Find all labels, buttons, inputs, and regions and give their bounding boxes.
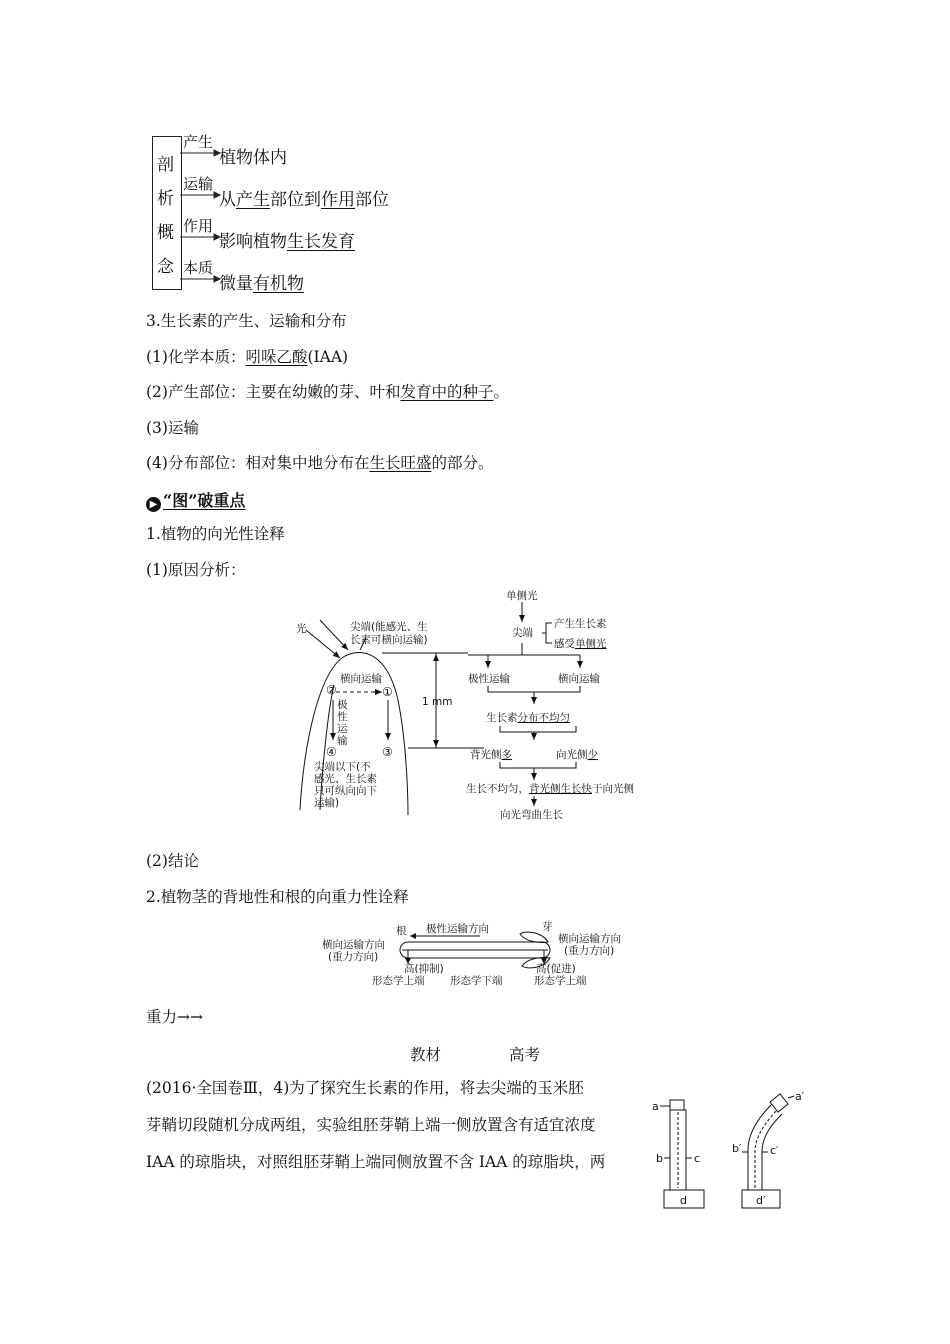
concept-row-text: 植物体内 bbox=[219, 148, 287, 168]
fig3-c: c bbox=[694, 1152, 701, 1165]
concept-box-char: 析 bbox=[157, 189, 174, 209]
s3-item-4: (4)分布部位：相对集中地分布在生长旺盛的部分。 bbox=[146, 454, 494, 472]
fig2-right-lat: 横向运输方向 bbox=[558, 933, 621, 945]
gravity-line: 重力→→ bbox=[146, 1008, 203, 1026]
fig1-bend: 向光弯曲生长 bbox=[500, 809, 563, 821]
fig1-lateral2: 横向运输 bbox=[558, 673, 600, 685]
concept-box-char: 剖 bbox=[157, 155, 174, 175]
s3-item-3: (3)运输 bbox=[146, 419, 199, 437]
question-line: (2016·全国卷Ⅲ，4)为了探究生长素的作用，将去尖端的玉米胚 bbox=[146, 1079, 584, 1097]
fig3-d2: d′ bbox=[756, 1194, 766, 1207]
fig3-b: b bbox=[656, 1152, 663, 1165]
fig2-left-lat: 横向运输方向 bbox=[322, 939, 385, 951]
concept-box-char: 概 bbox=[157, 223, 174, 243]
fig1-polar-char: 性 bbox=[337, 711, 348, 723]
fig2-lower: 形态学下端 bbox=[450, 975, 503, 987]
fig3-a: a bbox=[652, 1100, 659, 1113]
concept-row-text: 微量有机物 bbox=[219, 274, 304, 294]
fig2-bud: 芽 bbox=[542, 921, 553, 933]
concept-row-label: 作用 bbox=[183, 217, 214, 235]
phototropism-figure bbox=[290, 590, 660, 830]
fig1-num-1: ① bbox=[382, 685, 393, 699]
leaf-icon bbox=[520, 932, 548, 942]
fig1-num-4: ④ bbox=[326, 745, 337, 759]
fig2-right-lat: (重力方向) bbox=[564, 945, 615, 957]
s3-title: 3.生长素的产生、运输和分布 bbox=[146, 312, 347, 330]
fig1-below-label: 只可纵向向下 bbox=[314, 785, 377, 797]
coleoptile-experiment-figure bbox=[650, 1080, 810, 1215]
s2-title: 2.植物茎的背地性和根的向重力性诠释 bbox=[146, 888, 409, 906]
fig1-back: 背光侧多 bbox=[470, 749, 512, 761]
fig2-polar-dir: 极性运输方向 bbox=[426, 923, 489, 935]
fig1-num-3: ③ bbox=[382, 745, 393, 759]
fig2-upper-right: 形态学上端 bbox=[534, 975, 587, 987]
fig1-polar: 极性运输 bbox=[468, 673, 510, 685]
fig1-num-2: ② bbox=[326, 683, 337, 697]
fig1-polar-char: 输 bbox=[337, 735, 348, 747]
fig1-produce: 产生生长素 bbox=[554, 618, 607, 630]
fig1-polar-char: 极 bbox=[337, 699, 348, 711]
subtitle-textbook: 教材 bbox=[410, 1046, 442, 1064]
subtitle-exam: 高考 bbox=[509, 1046, 541, 1064]
concept-row-text: 影响植物生长发育 bbox=[219, 232, 355, 252]
fig1-mm-label: 1 mm bbox=[422, 696, 453, 708]
question-line: IAA 的琼脂块，对照组胚芽鞘上端同侧放置不含 IAA 的琼脂块，两 bbox=[146, 1153, 606, 1171]
fig1-below-label: 尖端以下(不 bbox=[314, 761, 371, 773]
s1-sub2: (2)结论 bbox=[146, 852, 199, 870]
s1-title: 1.植物的向光性诠释 bbox=[146, 525, 285, 543]
play-icon: ▶ bbox=[146, 497, 161, 512]
concept-box-char: 念 bbox=[157, 257, 174, 277]
fig1-tip-label: 尖端(能感光、生 bbox=[350, 621, 428, 633]
fig3-c2: c′ bbox=[770, 1144, 779, 1157]
fig2-root: 根 bbox=[396, 925, 407, 937]
concept-row-text: 从产生部位到作用部位 bbox=[219, 190, 389, 210]
fig2-upper-left: 形态学上端 bbox=[372, 975, 425, 987]
fig1-polar-char: 运 bbox=[337, 723, 348, 735]
question-line: 芽鞘切段随机分成两组，实验组胚芽鞘上端一侧放置含有适宜浓度 bbox=[146, 1116, 596, 1134]
fig1-uneven: 生长素分布不均匀 bbox=[486, 712, 570, 724]
fig1-growth: 生长不均匀，背光侧生长快于向光侧 bbox=[466, 783, 634, 795]
fig2-left-lat: (重力方向) bbox=[328, 951, 379, 963]
fig1-lateral-label: 横向运输 bbox=[340, 673, 382, 685]
s3-item-1: (1)化学本质：吲哚乙酸(IAA) bbox=[146, 348, 349, 366]
fig3-b2: b′ bbox=[732, 1142, 742, 1155]
section-heading: ▶ “图”破重点 bbox=[146, 488, 245, 512]
concept-row-label: 产生 bbox=[183, 133, 214, 151]
fig3-d: d bbox=[680, 1194, 687, 1207]
concept-row-label: 运输 bbox=[183, 175, 214, 193]
s1-sub1: (1)原因分析： bbox=[146, 561, 246, 579]
fig1-single-light: 单侧光 bbox=[506, 590, 538, 602]
fig1-below-label: 运输) bbox=[314, 797, 340, 809]
fig1-light-label: 光 bbox=[296, 623, 307, 635]
fig2-high-promote: 高(促进) bbox=[536, 963, 576, 975]
gravitropism-figure bbox=[320, 920, 630, 990]
fig1-tip: 尖端 bbox=[512, 627, 533, 639]
fig1-below-label: 感光、生长素 bbox=[314, 773, 377, 785]
concept-row-label: 本质 bbox=[183, 259, 214, 277]
fig1-sense: 感受单侧光 bbox=[554, 638, 607, 650]
fig1-tip-label: 长素可横向运输) bbox=[350, 634, 428, 646]
fig3-a2: a′ bbox=[795, 1090, 805, 1103]
s3-item-2: (2)产生部位：主要在幼嫩的芽、叶和发育中的种子。 bbox=[146, 383, 509, 401]
fig2-high-inhibit: 高(抑制) bbox=[404, 963, 444, 975]
fig1-front: 向光侧少 bbox=[556, 749, 598, 761]
